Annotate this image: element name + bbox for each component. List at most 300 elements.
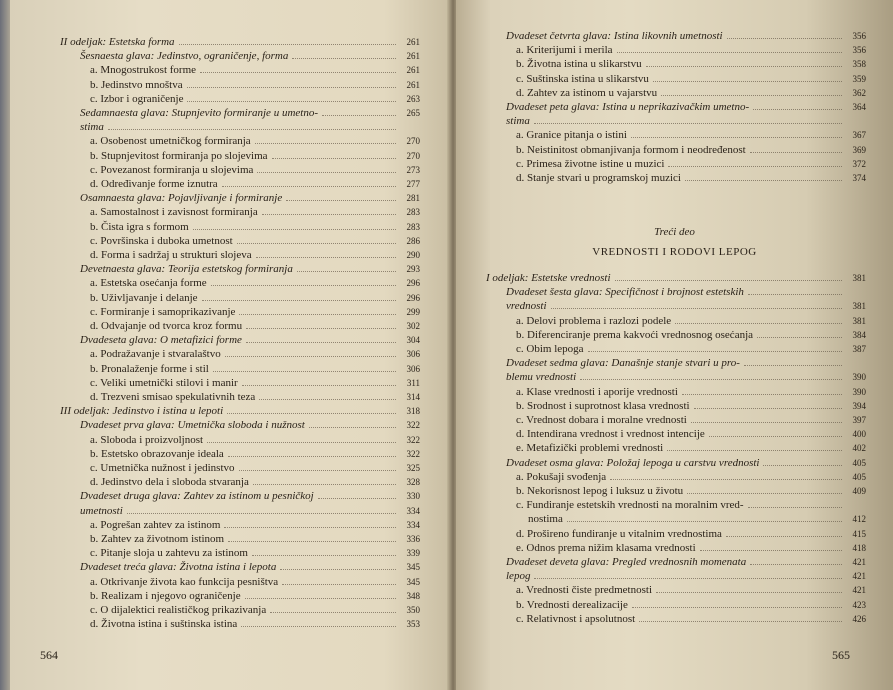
toc-entry-title: b. Diferenciranje prema kakvoći vrednosnog osećanja <box>516 328 754 341</box>
dot-leader <box>726 528 842 537</box>
toc-entry-title: c. Povezanost formiranja u slojevima <box>90 163 254 176</box>
dot-leader <box>127 505 396 514</box>
toc-entry-page: 314 <box>406 392 420 402</box>
dot-leader <box>694 400 842 409</box>
toc-entry-title: a. Klase vrednosti i aporije vrednosti <box>516 385 678 398</box>
dot-leader <box>211 277 396 286</box>
toc-entry-page: 381 <box>852 315 866 326</box>
toc-entry-title: Šesnaesta glava: Jedinstvo, ograničenje, forma <box>80 50 289 63</box>
dot-leader <box>646 58 842 67</box>
dot-leader <box>632 599 842 608</box>
dot-leader <box>242 377 396 386</box>
dot-leader <box>108 121 396 130</box>
dot-leader <box>200 64 396 73</box>
dot-leader <box>631 129 842 138</box>
toc-entry-page: 345 <box>406 562 420 573</box>
toc-entry-title: d. Trezveni smisao spekulativnih teza <box>90 391 256 403</box>
toc-entry-page: 322 <box>406 434 420 445</box>
dot-leader <box>534 570 842 579</box>
toc-entry-page: 397 <box>852 415 866 425</box>
toc-entry-page: 339 <box>406 548 420 559</box>
toc-entry <box>90 618 420 631</box>
toc-entry-page: 367 <box>852 130 866 141</box>
toc-entry-title: Dvadeset šesta glava: Specifičnost i brojnost estetskih <box>506 286 744 299</box>
toc-entry <box>516 528 866 541</box>
dot-leader <box>246 320 396 329</box>
toc-entry-title: a. Vrednosti čiste predmetnosti <box>516 584 652 597</box>
toc-entry <box>90 547 420 560</box>
toc-entry-page: 328 <box>406 477 420 488</box>
dot-leader <box>297 263 396 272</box>
toc-entry <box>516 44 866 57</box>
toc-entry-page: 426 <box>852 613 866 624</box>
toc-entry <box>90 135 420 148</box>
toc-entry-page: 265 <box>406 108 420 118</box>
toc-entry <box>506 30 866 43</box>
toc-entry-title: a. Kriterijumi i merila <box>516 44 613 57</box>
toc-entry-page: 364 <box>852 102 866 112</box>
toc-entry-page: 261 <box>406 65 420 76</box>
dot-leader <box>239 462 397 471</box>
dot-leader <box>667 442 842 451</box>
toc-entry <box>506 556 866 569</box>
toc-entry <box>90 434 420 447</box>
toc-entry-title: b. Uživljavanje i delanje <box>90 291 198 304</box>
dot-leader <box>257 164 396 173</box>
toc-entry-title: Dvadeset druga glava: Zahtev za istinom u pesničkoj <box>80 490 314 503</box>
toc-entry-title: c. O dijalektici realističkog prikazivanja <box>90 604 267 616</box>
toc-entry-title: c. Fundiranje estetskih vrednosti na moralnim vred- <box>516 499 744 512</box>
toc-entry-title: Dvadeset sedma glava: Današnje stanje stvari u pro- <box>506 357 740 370</box>
toc-entry-title: blemu vrednosti <box>506 371 577 384</box>
toc-entry <box>90 292 420 305</box>
toc-entry-title: d. Forma i sadržaj u strukturi slojeva <box>90 249 252 261</box>
toc-entry-page: 423 <box>852 599 866 610</box>
toc-entry-title: a. Samostalnost i zavisnost formiranja <box>90 206 258 219</box>
dot-leader <box>280 561 396 570</box>
part-subtitle: VREDNOSTI I RODOVI LEPOG <box>592 246 757 258</box>
toc-entry <box>90 448 420 461</box>
toc-entry-page: 405 <box>852 457 866 468</box>
toc-entry <box>80 505 420 518</box>
dot-leader <box>202 292 396 301</box>
toc-entry-page: 311 <box>406 377 420 388</box>
toc-entry-page: 290 <box>406 250 420 260</box>
toc-entry-title: vrednosti <box>506 300 547 313</box>
toc-entry-page: 334 <box>406 519 420 530</box>
toc-entry <box>90 306 420 319</box>
toc-entry-page: 336 <box>406 534 420 544</box>
toc-entry-title: Dvadeset četvrta glava: Istina likovnih umetnosti <box>506 30 723 42</box>
toc-entry-page: 281 <box>406 193 420 204</box>
dot-leader <box>256 249 396 258</box>
toc-entry-title: b. Nekorisnost lepog i luksuz u životu <box>516 485 684 497</box>
toc-entry-page: 362 <box>852 87 866 98</box>
toc-entry <box>516 58 866 71</box>
toc-entry <box>90 533 420 546</box>
toc-entry-page: 273 <box>406 164 420 175</box>
toc-entry-page: 330 <box>406 491 420 502</box>
toc-entry <box>90 476 420 489</box>
dot-leader <box>748 499 842 508</box>
dot-leader <box>534 115 842 124</box>
toc-entry <box>90 79 420 92</box>
toc-entry-page: 348 <box>406 590 420 601</box>
toc-entry-page: 372 <box>852 158 866 169</box>
dot-leader <box>241 618 396 627</box>
dot-leader <box>222 178 396 187</box>
toc-entry-title: c. Obim lepoga <box>516 343 584 355</box>
toc-entry <box>528 513 866 526</box>
dot-leader <box>213 363 396 372</box>
toc-entry <box>506 300 866 313</box>
toc-entry-title: c. Izbor i ograničenje <box>90 92 184 105</box>
toc-entry-page: 286 <box>406 235 420 246</box>
dot-leader <box>567 513 842 522</box>
toc-entry <box>80 107 420 120</box>
toc-entry-page: 304 <box>406 335 420 346</box>
toc-entry <box>90 377 420 390</box>
toc-entry <box>506 457 866 470</box>
toc-entry-page: 296 <box>406 278 420 289</box>
toc-entry-page: 296 <box>406 292 420 303</box>
dot-leader <box>617 44 842 53</box>
dot-leader <box>224 519 396 528</box>
toc-entry-title: d. Intendirana vrednost i vrednost intencije <box>516 428 705 441</box>
toc-entry-title: d. Određivanje forme iznutra <box>90 178 218 190</box>
dot-leader <box>675 315 842 324</box>
toc-entry-page: 415 <box>852 528 866 539</box>
toc-entry-page: 421 <box>852 571 866 582</box>
dot-leader <box>709 428 842 437</box>
toc-entry-page: 421 <box>852 557 866 567</box>
dot-leader <box>262 206 396 215</box>
dot-leader <box>750 556 842 565</box>
toc-entry <box>516 172 866 185</box>
toc-entry-title: b. Pronalaženje forme i stil <box>90 362 209 375</box>
toc-entry <box>90 590 420 603</box>
toc-entry-title: d. Odvajanje od tvorca kroz formu <box>90 320 243 332</box>
dot-leader <box>748 286 842 295</box>
toc-entry-page: 261 <box>406 51 420 62</box>
toc-entry <box>60 405 420 418</box>
toc-entry <box>516 414 866 427</box>
toc-entry <box>90 235 420 248</box>
toc-entry <box>516 542 866 555</box>
toc-entry-title: Dvadeset treća glava: Životna istina i lepota <box>80 561 277 574</box>
toc-entry <box>90 604 420 617</box>
dot-leader <box>225 348 396 357</box>
toc-entry <box>516 343 866 356</box>
toc-entry-title: Dvadeset prva glava: Umetnička sloboda i nužnost <box>80 419 305 432</box>
toc-entry-title: Dvadeset peta glava: Istina u neprikazivačkim umetno- <box>506 101 750 113</box>
toc-entry-page: 293 <box>406 264 420 275</box>
dot-leader <box>228 533 396 542</box>
toc-entry-title: b. Stupnjevitost formiranja po slojevima <box>90 149 268 162</box>
dot-leader <box>727 30 842 39</box>
toc-entry <box>516 584 866 597</box>
toc-entry <box>90 249 420 262</box>
toc-entry-page: 381 <box>852 301 866 312</box>
toc-entry-page: 283 <box>406 207 420 218</box>
toc-entry <box>80 50 420 63</box>
toc-entry-page: 356 <box>852 45 866 56</box>
toc-entry-title: Dvadeseta glava: O metafizici forme <box>80 334 242 347</box>
toc-entry-title: Dvadeset osma glava: Položaj lepoga u carstvu vrednosti <box>506 456 760 469</box>
toc-entry-title: Dvadeset deveta glava: Pregled vrednosnih momenata <box>506 556 747 568</box>
toc-entry <box>90 164 420 177</box>
dot-leader <box>272 150 396 159</box>
toc-entry-title: c. Površinska i duboka umetnost <box>90 234 233 247</box>
toc-entry-title: II odeljak: Estetska forma <box>60 36 175 48</box>
toc-entry-page: 412 <box>852 514 866 525</box>
toc-entry-page: 381 <box>852 273 866 283</box>
toc-entry-page: 334 <box>406 505 420 516</box>
toc-entry-page: 384 <box>852 329 866 340</box>
toc-entry-title: b. Vrednosti derealizacije <box>516 598 628 611</box>
toc-entry-page: 325 <box>406 463 420 473</box>
dot-leader <box>691 414 842 423</box>
toc-entry <box>80 334 420 347</box>
toc-entry <box>90 64 420 77</box>
toc-entry-title: c. Vrednost dobara i moralne vrednosti <box>516 414 687 426</box>
dot-leader <box>239 306 396 315</box>
toc-entry <box>516 613 866 626</box>
toc-entry-title: c. Primesa životne istine u muzici <box>516 157 665 170</box>
toc-entry <box>516 144 866 157</box>
dot-leader <box>610 471 842 480</box>
page-number: 564 <box>40 648 58 662</box>
toc-entry <box>80 561 420 574</box>
toc-entry-page: 350 <box>406 605 420 615</box>
dot-leader <box>653 73 842 82</box>
dot-leader <box>685 172 842 181</box>
toc-entry-title: c. Relativnost i apsolutnost <box>516 612 636 625</box>
dot-leader <box>682 386 842 395</box>
toc-entry-title: a. Mnogostrukost forme <box>90 64 197 77</box>
dot-leader <box>207 434 396 443</box>
dot-leader <box>318 490 396 499</box>
toc-entry-title: nostima <box>528 513 563 526</box>
dot-leader <box>615 272 842 281</box>
dot-leader <box>228 448 396 457</box>
toc-entry-page: 322 <box>406 420 420 431</box>
dot-leader <box>187 79 396 88</box>
toc-entry-title: Devetnaesta glava: Teorija estetskog formiranja <box>80 263 293 276</box>
dot-leader <box>551 300 842 309</box>
dot-leader <box>253 476 396 485</box>
toc-entry <box>516 400 866 413</box>
toc-entry <box>506 115 866 128</box>
toc-entry-title: b. Jedinstvo mnoštva <box>90 78 183 91</box>
toc-entry-title: III odeljak: Jedinstvo i istina u lepoti <box>60 405 224 418</box>
toc-entry-page: 261 <box>406 37 420 47</box>
dot-leader <box>270 604 396 613</box>
toc-entry-page: 277 <box>406 179 420 189</box>
dot-leader <box>687 485 842 494</box>
toc-entry-page: 283 <box>406 221 420 232</box>
toc-entry-title: b. Čista igra s formom <box>90 220 189 233</box>
dot-leader <box>245 590 396 599</box>
toc-entry-page: 261 <box>406 79 420 90</box>
part-title: Treći deo <box>654 226 695 238</box>
toc-entry <box>516 129 866 142</box>
toc-entry-title: a. Osobenost umetničkog formiranja <box>90 135 251 148</box>
toc-entry-page: 322 <box>406 448 420 459</box>
toc-entry <box>516 158 866 171</box>
toc-entry-title: c. Suštinska istina u slikarstvu <box>516 72 649 85</box>
dot-leader <box>668 158 842 167</box>
dot-leader <box>744 357 842 366</box>
toc-entry-title: b. Estetsko obrazovanje ideala <box>90 447 224 460</box>
toc-entry-title: a. Sloboda i proizvoljnost <box>90 433 204 446</box>
toc-entry <box>516 315 866 328</box>
toc-entry-page: 394 <box>852 400 866 411</box>
toc-entry <box>506 357 866 370</box>
dot-leader <box>227 405 396 414</box>
toc-entry <box>516 471 866 484</box>
toc-entry-title: d. Životna istina i suštinska istina <box>90 618 238 631</box>
toc-entry-title: c. Formiranje i samoprikazivanje <box>90 305 236 318</box>
toc-entry-title: Osamnaesta glava: Pojavljivanje i formiranje <box>80 192 283 205</box>
toc-entry-title: d. Jedinstvo dela i sloboda stvaranja <box>90 476 249 489</box>
dot-leader <box>639 613 842 622</box>
toc-entry-title: d. Zahtev za istinom u vajarstvu <box>516 86 658 99</box>
toc-entry <box>90 221 420 234</box>
toc-entry <box>90 519 420 532</box>
toc-entry-page: 402 <box>852 443 866 454</box>
toc-entry <box>506 101 866 114</box>
dot-leader <box>588 343 842 352</box>
toc-entry <box>516 386 866 399</box>
toc-entry-page: 387 <box>852 344 866 354</box>
toc-entry-page: 263 <box>406 93 420 104</box>
toc-entry-title: b. Životna istina u slikarstvu <box>516 58 642 71</box>
toc-entry <box>80 192 420 205</box>
toc-entry <box>506 286 866 299</box>
toc-entry-page: 306 <box>406 349 420 360</box>
toc-entry <box>90 320 420 333</box>
dot-leader <box>580 371 842 380</box>
dot-leader <box>309 419 396 428</box>
book-cover-edge <box>0 0 10 690</box>
toc-entry <box>516 485 866 498</box>
toc-entry <box>516 87 866 100</box>
dot-leader <box>259 391 396 400</box>
toc-entry-title: c. Pitanje sloja u zahtevu za istinom <box>90 547 248 560</box>
toc-entry <box>516 73 866 86</box>
dot-leader <box>750 144 842 153</box>
toc-entry <box>516 428 866 441</box>
toc-entry-title: a. Granice pitanja o istini <box>516 129 627 142</box>
toc-entry <box>90 206 420 219</box>
toc-entry <box>60 36 420 49</box>
toc-entry <box>516 499 866 512</box>
dot-leader <box>187 93 396 102</box>
toc-entry <box>506 570 866 583</box>
left-page <box>10 0 450 690</box>
toc-entry <box>90 391 420 404</box>
toc-entry <box>516 442 866 455</box>
page-number: 565 <box>832 648 850 662</box>
dot-leader <box>282 576 396 585</box>
toc-entry-title: stima <box>506 115 530 128</box>
toc-entry-title: e. Odnos prema nižim klasama vrednosti <box>516 541 696 554</box>
toc-entry-title: d. Prošireno fundiranje u vitalnim vrednostima <box>516 527 722 540</box>
toc-entry-title: Sedamnaesta glava: Stupnjevito formiranje u umetno- <box>80 107 318 119</box>
toc-entry-page: 270 <box>406 150 420 161</box>
toc-entry <box>506 371 866 384</box>
toc-entry-page: 405 <box>852 471 866 482</box>
toc-entry-title: c. Veliki umetnički stilovi i manir <box>90 376 238 389</box>
toc-entry-title: a. Pogrešan zahtev za istinom <box>90 518 221 531</box>
toc-entry <box>486 272 866 285</box>
toc-entry <box>516 599 866 612</box>
toc-entry <box>90 277 420 290</box>
toc-entry-title: I odeljak: Estetske vrednosti <box>486 272 611 284</box>
dot-leader <box>753 101 842 110</box>
dot-leader <box>661 87 842 96</box>
dot-leader <box>763 457 842 466</box>
toc-entry <box>90 462 420 475</box>
toc-entry <box>516 329 866 342</box>
dot-leader <box>237 235 396 244</box>
toc-entry-title: lepog <box>506 570 531 583</box>
dot-leader <box>252 547 396 556</box>
toc-entry-page: 356 <box>852 31 866 41</box>
toc-entry-page: 353 <box>406 619 420 630</box>
toc-entry-title: a. Estetska osećanja forme <box>90 277 207 290</box>
toc-entry <box>80 419 420 432</box>
toc-entry-page: 302 <box>406 321 420 331</box>
toc-entry <box>90 363 420 376</box>
toc-entry-page: 390 <box>852 386 866 397</box>
toc-entry-title: e. Metafizički problemi vrednosti <box>516 442 664 455</box>
toc-entry-page: 421 <box>852 585 866 596</box>
toc-entry <box>90 178 420 191</box>
dot-leader <box>255 135 396 144</box>
toc-entry-title: b. Srodnost i suprotnost klasa vrednosti <box>516 399 690 412</box>
dot-leader <box>246 334 396 343</box>
toc-entry-title: a. Delovi problema i razlozi podele <box>516 314 672 327</box>
toc-entry-title: a. Podražavanje i stvaralaštvo <box>90 348 221 361</box>
toc-entry-page: 374 <box>852 173 866 183</box>
toc-entry-page: 306 <box>406 363 420 374</box>
dot-leader <box>292 50 396 59</box>
toc-entry-page: 359 <box>852 73 866 84</box>
toc-entry-page: 390 <box>852 372 866 383</box>
dot-leader <box>322 107 396 116</box>
toc-entry-title: c. Umetnička nužnost i jedinstvo <box>90 462 235 474</box>
toc-entry <box>90 576 420 589</box>
toc-entry-title: a. Otkrivanje života kao funkcija pesništva <box>90 575 279 588</box>
dot-leader <box>193 221 396 230</box>
toc-entry-page: 318 <box>406 406 420 417</box>
toc-entry-page: 418 <box>852 542 866 553</box>
toc-entry-title: a. Pokušaji svođenja <box>516 470 607 483</box>
dot-leader <box>757 329 842 338</box>
toc-entry-page: 369 <box>852 144 866 155</box>
toc-entry <box>80 121 420 134</box>
right-page <box>456 0 893 690</box>
toc-entry-title: umetnosti <box>80 504 123 517</box>
toc-entry-page: 345 <box>406 576 420 587</box>
toc-entry-page: 400 <box>852 429 866 440</box>
toc-entry-title: d. Stanje stvari u programskoj muzici <box>516 172 681 184</box>
toc-entry <box>90 150 420 163</box>
toc-entry <box>80 490 420 503</box>
dot-leader <box>656 584 842 593</box>
